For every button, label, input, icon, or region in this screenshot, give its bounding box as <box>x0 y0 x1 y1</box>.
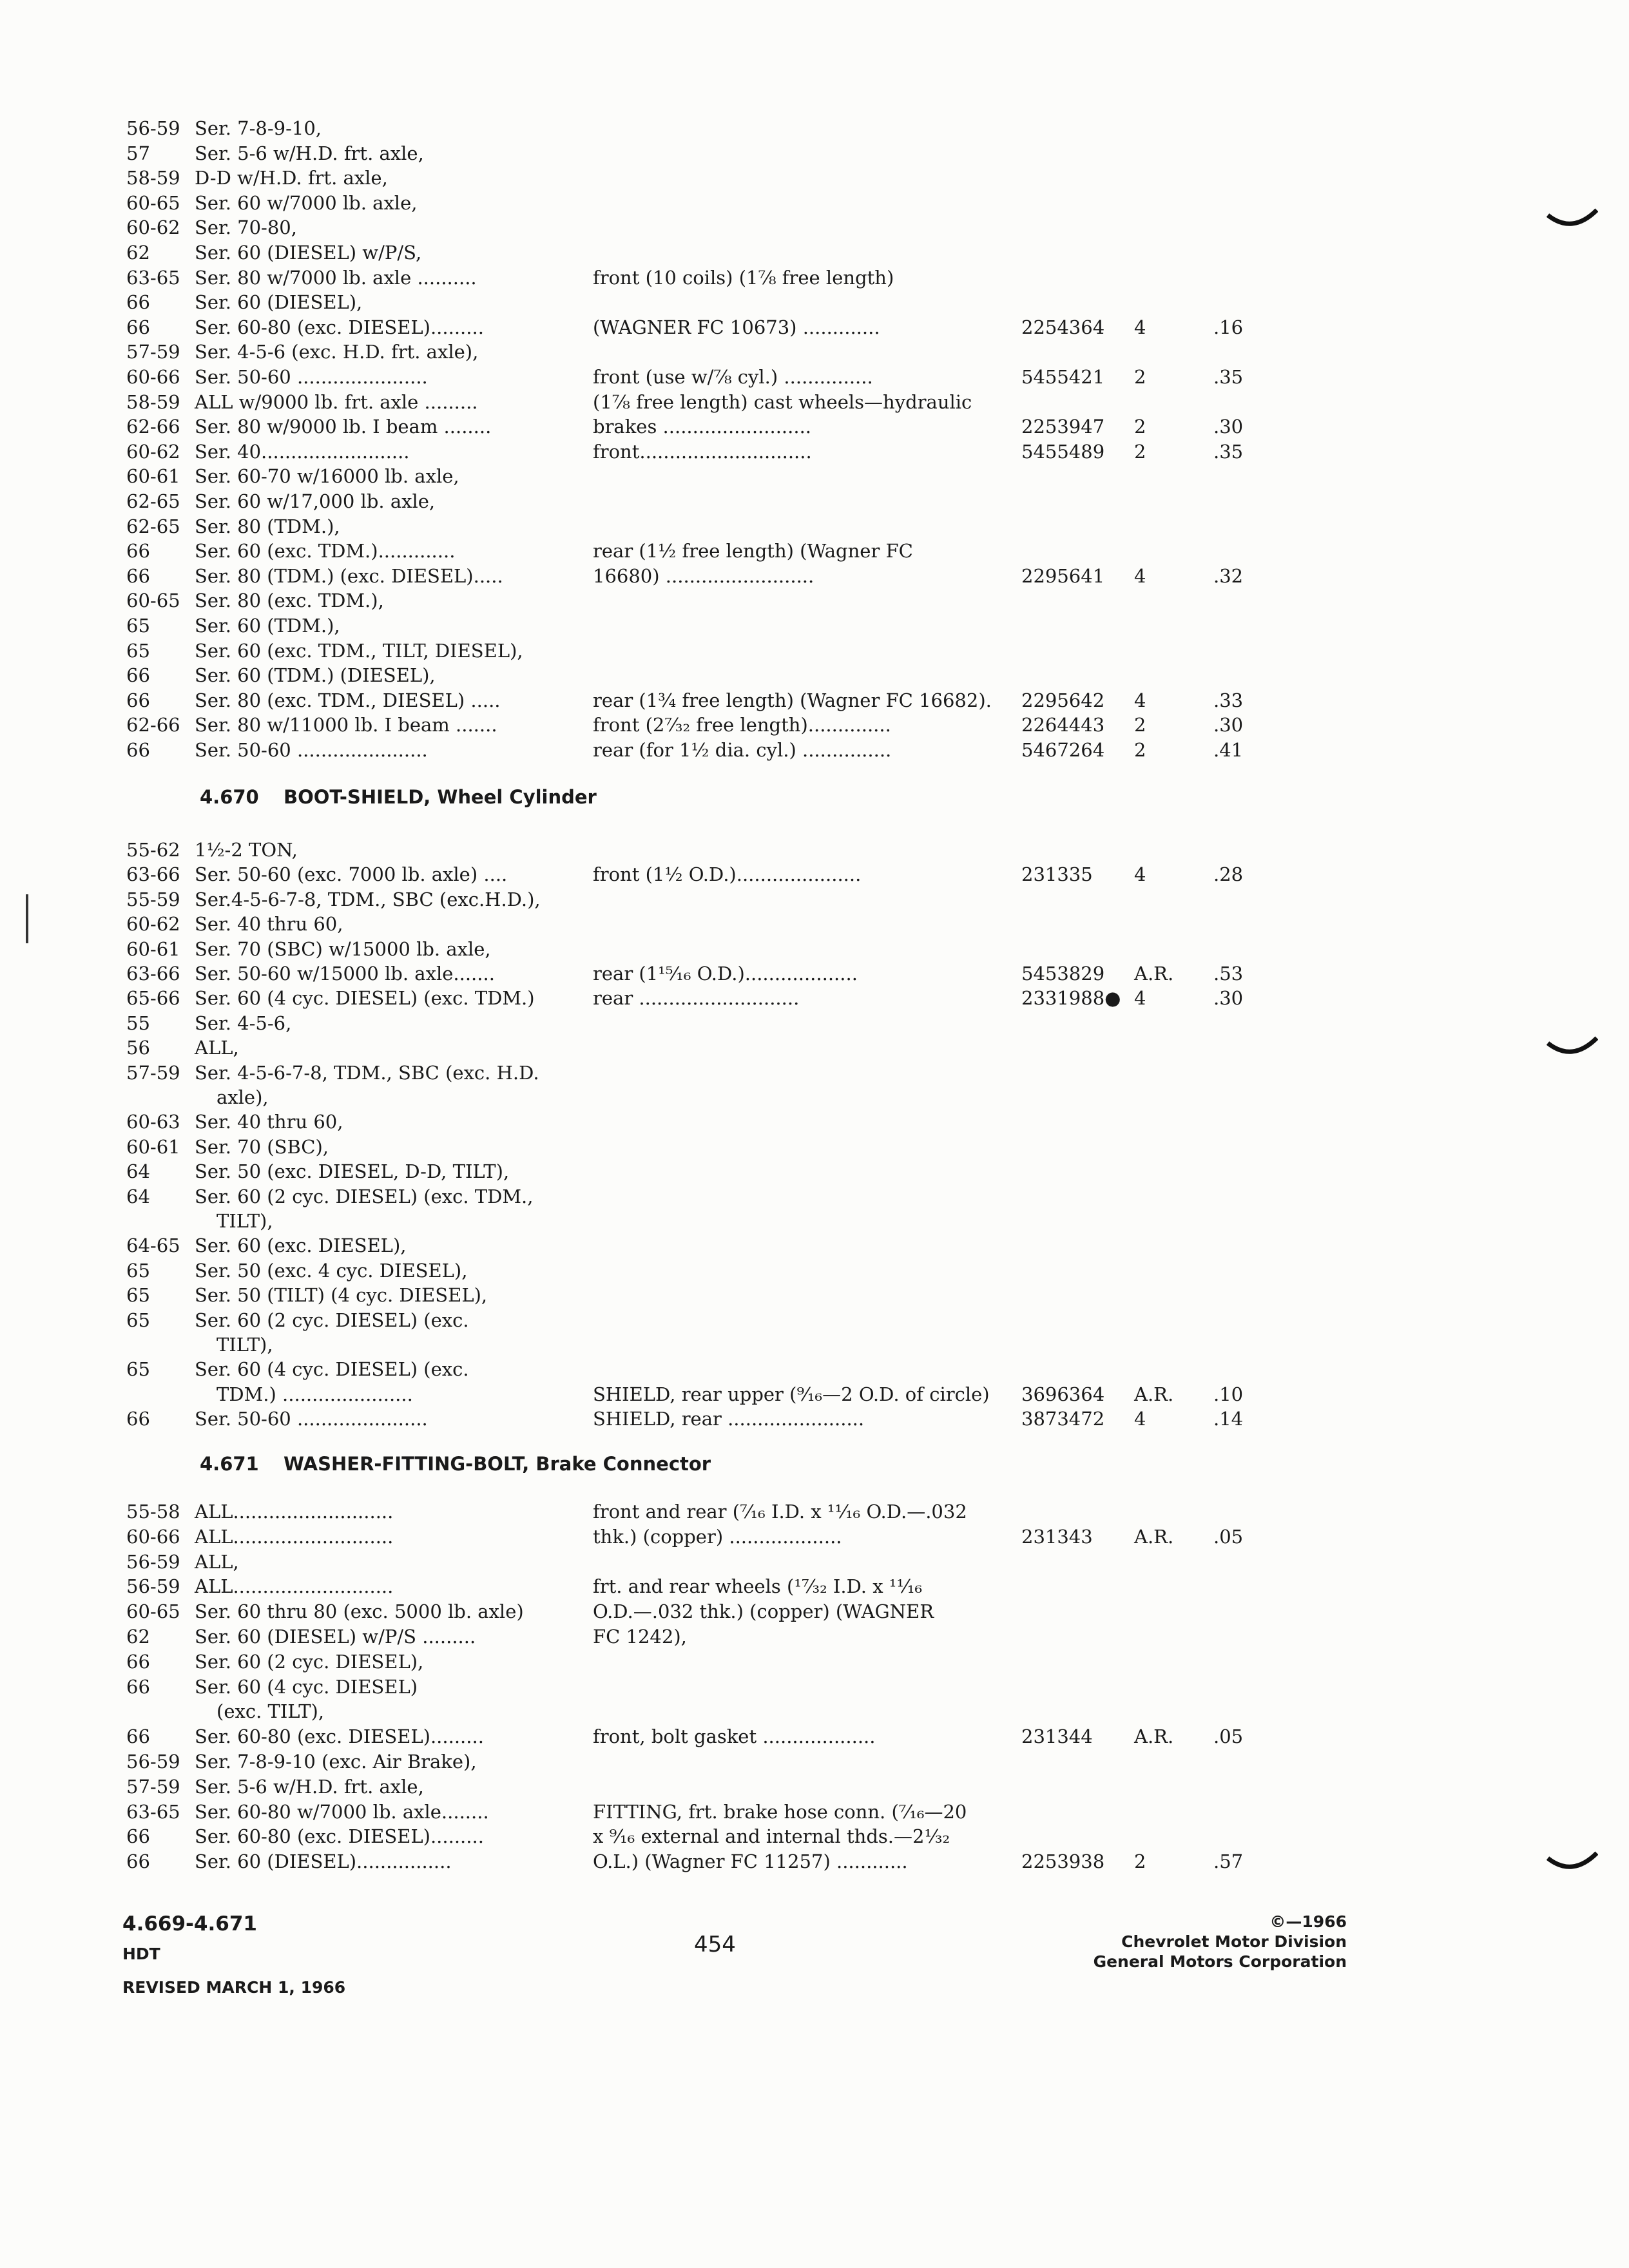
parts-row <box>0 1699 1629 1724</box>
parts-row <box>0 639 1629 663</box>
parts-row <box>0 1308 1629 1332</box>
row-app: Ser. 40 thru 60, <box>195 1111 343 1133</box>
row-desc: front and rear (⁷⁄₁₆ I.D. x ¹¹⁄₁₆ O.D.—.032 <box>593 1501 967 1523</box>
row-desc: rear (1½ free length) (Wagner FC <box>593 540 913 562</box>
parts-row <box>0 340 1629 364</box>
row-pn: 2254364 <box>1021 316 1105 338</box>
parts-row <box>0 1357 1629 1381</box>
row-desc: 16680) ......................... <box>593 564 815 587</box>
parts-row <box>0 439 1629 464</box>
parts-row <box>0 1849 1629 1874</box>
row-app: Ser. 60 (exc. TDM.)............. <box>195 540 456 562</box>
row-pn: 2264443 <box>1021 714 1105 736</box>
parts-row <box>0 265 1629 290</box>
row-yr: 57 <box>126 142 150 164</box>
row-app: Ser. 50-60 ...................... <box>195 1408 428 1430</box>
row-yr: 66 <box>126 739 150 761</box>
section-title: WASHER-FITTING-BOLT, <box>284 1453 530 1475</box>
row-yr: 62 <box>126 1626 150 1648</box>
row-app: Ser. 80 w/9000 lb. I beam ........ <box>195 416 492 438</box>
row-desc: front............................. <box>593 440 812 463</box>
row-app: Ser. 7-8-9-10, <box>195 117 322 139</box>
row-app: Ser. 4-5-6 (exc. H.D. frt. axle), <box>195 341 479 363</box>
row-yr: 62 <box>126 242 150 264</box>
parts-row <box>0 489 1629 514</box>
row-price: .28 <box>1213 863 1244 886</box>
row-app: Ser. 60 (4 cyc. DIESEL) (exc. TDM.) <box>195 987 535 1010</box>
row-yr: 66 <box>126 1850 150 1873</box>
parts-row <box>0 1159 1629 1184</box>
parts-row <box>0 887 1629 912</box>
row-yr: 60-65 <box>126 1600 180 1623</box>
punch-hole-mark <box>1547 1034 1598 1060</box>
row-desc: front (1½ O.D.)..................... <box>593 863 862 886</box>
row-app: ALL, <box>195 1550 239 1573</box>
row-app: Ser. 60 (DIESEL), <box>195 291 363 314</box>
row-app: Ser. 60 (4 cyc. DIESEL) <box>195 1675 418 1698</box>
row-pn: 5467264 <box>1021 739 1105 761</box>
parts-row <box>0 986 1629 1010</box>
row-app: Ser. 60-80 (exc. DIESEL)......... <box>195 1725 484 1748</box>
row-app: Ser. 80 (exc. TDM., DIESEL) ..... <box>195 689 501 711</box>
row-desc: front (10 coils) (1⅞ free length) <box>593 266 894 289</box>
row-desc: rear (for 1½ dia. cyl.) ............... <box>593 739 892 761</box>
row-desc: FITTING, frt. brake hose conn. (⁷⁄₁₆—20 <box>593 1800 967 1823</box>
row-yr: 55-58 <box>126 1501 180 1523</box>
footer-revised-date: REVISED MARCH 1, 1966 <box>122 1978 346 1997</box>
parts-row <box>0 1824 1629 1849</box>
parts-row <box>0 961 1629 986</box>
row-qty: A.R. <box>1134 963 1174 985</box>
row-app: Ser. 60 (exc. TDM., TILT, DIESEL), <box>195 639 523 662</box>
row-yr: 55-59 <box>126 888 180 910</box>
parts-row <box>0 365 1629 389</box>
parts-row <box>0 1382 1629 1407</box>
row-app: ALL........................... <box>195 1501 394 1523</box>
row-pn: 231335 <box>1021 863 1093 886</box>
row-yr: 60-62 <box>126 913 180 936</box>
row-app: ALL........................... <box>195 1525 394 1548</box>
row-app: Ser. 60 (TDM.) (DIESEL), <box>195 664 436 687</box>
parts-row <box>0 1184 1629 1209</box>
row-app: ALL, <box>195 1037 239 1059</box>
row-yr: 65 <box>126 1284 150 1307</box>
parts-row <box>0 1774 1629 1799</box>
row-yr: 63-65 <box>126 1800 180 1823</box>
row-yr: 62-66 <box>126 714 180 736</box>
row-app: Ser. 80 w/7000 lb. axle .......... <box>195 266 477 289</box>
row-price: .32 <box>1213 564 1244 587</box>
row-yr: 66 <box>126 564 150 587</box>
row-qty: A.R. <box>1134 1383 1174 1405</box>
row-app: Ser. 50-60 w/15000 lb. axle....... <box>195 963 495 985</box>
row-app: axle), <box>217 1086 269 1108</box>
footer-corporation: General Motors Corporation <box>1093 1952 1347 1971</box>
row-desc: front (2⁷⁄₃₂ free length).............. <box>593 714 891 736</box>
parts-row <box>0 1085 1629 1110</box>
row-yr: 60-62 <box>126 440 180 463</box>
row-price: .30 <box>1213 987 1244 1010</box>
row-pn: 3873472 <box>1021 1408 1105 1430</box>
row-app: Ser. 70 (SBC) w/15000 lb. axle, <box>195 937 491 960</box>
row-yr: 56-59 <box>126 1751 180 1773</box>
row-app: Ser. 60 (TDM.), <box>195 615 340 637</box>
parts-row <box>0 240 1629 265</box>
row-yr: 60-61 <box>126 937 180 960</box>
parts-row <box>0 1035 1629 1060</box>
parts-row <box>0 390 1629 414</box>
parts-row <box>0 1283 1629 1307</box>
row-yr: 56-59 <box>126 1575 180 1598</box>
row-desc: thk.) (copper) ................... <box>593 1525 842 1548</box>
row-app: Ser. 50 (exc. DIESEL, D-D, TILT), <box>195 1160 510 1183</box>
row-app: Ser. 60-80 (exc. DIESEL)......... <box>195 1825 484 1848</box>
row-desc: O.L.) (Wagner FC 11257) ............ <box>593 1850 908 1873</box>
row-yr: 66 <box>126 1650 150 1673</box>
parts-row <box>0 1407 1629 1431</box>
parts-row <box>0 1800 1629 1824</box>
row-price: .35 <box>1213 440 1244 463</box>
parts-row <box>0 141 1629 166</box>
row-app: Ser. 60 (2 cyc. DIESEL) (exc. <box>195 1309 469 1331</box>
row-price: .14 <box>1213 1408 1244 1430</box>
row-yr: 60-66 <box>126 366 180 388</box>
row-pn: 231343 <box>1021 1525 1093 1548</box>
row-app: Ser. 60-80 w/7000 lb. axle........ <box>195 1800 489 1823</box>
parts-row <box>0 688 1629 713</box>
row-desc: FC 1242), <box>593 1626 687 1648</box>
row-yr: 62-65 <box>126 490 180 512</box>
row-yr: 60-61 <box>126 1135 180 1158</box>
row-app: Ser. 60 (DIESEL)................ <box>195 1850 452 1873</box>
footer-division: Chevrolet Motor Division <box>1121 1932 1347 1951</box>
section-number: 4.670 <box>200 786 259 808</box>
row-yr: 64 <box>126 1160 150 1183</box>
row-desc: SHIELD, rear upper (⁹⁄₁₆—2 O.D. of circle) <box>593 1383 990 1405</box>
parts-row <box>0 1599 1629 1624</box>
row-yr: 56-59 <box>126 1550 180 1573</box>
row-app: D-D w/H.D. frt. axle, <box>195 167 388 189</box>
row-app: Ser. 80 (TDM.) (exc. DIESEL)..... <box>195 564 503 587</box>
row-app: Ser. 60 (2 cyc. DIESEL), <box>195 1650 424 1673</box>
section-subtitle: Wheel Cylinder <box>437 786 597 808</box>
row-qty: 4 <box>1134 1408 1146 1430</box>
row-qty: 2 <box>1134 1850 1146 1873</box>
row-desc: frt. and rear wheels (¹⁷⁄₃₂ I.D. x ¹¹⁄₁₆ <box>593 1575 923 1598</box>
row-app: Ser. 40 thru 60, <box>195 913 343 936</box>
parts-row <box>0 713 1629 737</box>
row-price: .05 <box>1213 1525 1244 1548</box>
section-subtitle: Brake Connector <box>535 1453 711 1475</box>
parts-row <box>0 1110 1629 1134</box>
row-desc: SHIELD, rear ....................... <box>593 1408 865 1430</box>
row-qty: 2 <box>1134 714 1146 736</box>
margin-bar <box>26 894 28 943</box>
row-app: Ser. 60 thru 80 (exc. 5000 lb. axle) <box>195 1600 524 1623</box>
row-price: .57 <box>1213 1850 1244 1873</box>
row-app: ALL........................... <box>195 1575 394 1598</box>
row-app: TDM.) ...................... <box>217 1383 413 1405</box>
row-app: Ser. 70-80, <box>195 216 297 239</box>
row-yr: 60-66 <box>126 1525 180 1548</box>
row-qty: 4 <box>1134 564 1146 587</box>
parts-row <box>0 414 1629 439</box>
row-app: Ser. 60 w/17,000 lb. axle, <box>195 490 436 512</box>
row-qty: A.R. <box>1134 1525 1174 1548</box>
parts-row <box>0 191 1629 215</box>
row-price: .41 <box>1213 739 1244 761</box>
parts-row <box>0 166 1629 190</box>
punch-hole-mark <box>1547 206 1598 232</box>
parts-row <box>0 1258 1629 1283</box>
row-yr: 65 <box>126 639 150 662</box>
parts-row <box>0 1550 1629 1574</box>
row-qty: 4 <box>1134 689 1146 711</box>
row-desc: rear ........................... <box>593 987 800 1010</box>
row-app: Ser. 5-6 w/H.D. frt. axle, <box>195 1775 424 1798</box>
row-app: Ser. 60-70 w/16000 lb. axle, <box>195 465 459 488</box>
footer-model: HDT <box>122 1945 160 1963</box>
parts-row <box>0 937 1629 961</box>
row-desc: x ⁹⁄₁₆ external and internal thds.—2¹⁄₃₂ <box>593 1825 950 1848</box>
row-app: Ser. 60-80 (exc. DIESEL)......... <box>195 316 484 338</box>
row-desc: front, bolt gasket ................... <box>593 1725 876 1748</box>
punch-hole-mark <box>1547 1849 1598 1875</box>
row-desc: brakes ......................... <box>593 416 812 438</box>
parts-row <box>0 1135 1629 1159</box>
row-yr: 57-59 <box>126 341 180 363</box>
row-desc: (1⅞ free length) cast wheels—hydraulic <box>593 390 972 413</box>
row-app: TILT), <box>217 1210 273 1232</box>
parts-row <box>0 1675 1629 1699</box>
row-price: .35 <box>1213 366 1244 388</box>
row-pn: 5455421 <box>1021 366 1105 388</box>
parts-row <box>0 588 1629 613</box>
row-yr: 63-66 <box>126 863 180 886</box>
row-yr: 66 <box>126 1408 150 1430</box>
row-yr: 65 <box>126 615 150 637</box>
parts-row <box>0 290 1629 314</box>
row-app: Ser. 60 (2 cyc. DIESEL) (exc. TDM., <box>195 1185 534 1207</box>
row-qty: 4 <box>1134 987 1146 1010</box>
parts-row <box>0 315 1629 340</box>
row-yr: 62-65 <box>126 515 180 537</box>
parts-row <box>0 464 1629 488</box>
row-app: Ser. 60 (exc. DIESEL), <box>195 1235 407 1257</box>
parts-row <box>0 116 1629 140</box>
row-yr: 63-66 <box>126 963 180 985</box>
row-pn: 5455489 <box>1021 440 1105 463</box>
row-app: Ser. 50 (exc. 4 cyc. DIESEL), <box>195 1259 468 1282</box>
row-yr: 66 <box>126 664 150 687</box>
row-yr: 55-62 <box>126 839 180 861</box>
row-pn: 2253938 <box>1021 1850 1105 1873</box>
row-app: Ser. 50-60 ...................... <box>195 366 428 388</box>
row-yr: 58-59 <box>126 390 180 413</box>
row-price: .16 <box>1213 316 1244 338</box>
row-app: Ser. 80 w/11000 lb. I beam ....... <box>195 714 497 736</box>
parts-row <box>0 514 1629 539</box>
row-app: Ser. 40......................... <box>195 440 410 463</box>
parts-row <box>0 1749 1629 1774</box>
row-yr: 64 <box>126 1185 150 1207</box>
section-number: 4.671 <box>200 1453 259 1475</box>
row-yr: 57-59 <box>126 1061 180 1084</box>
parts-row <box>0 1332 1629 1357</box>
row-app: Ser. 60 (DIESEL) w/P/S ......... <box>195 1626 476 1648</box>
row-app: Ser. 4-5-6-7-8, TDM., SBC (exc. H.D. <box>195 1061 539 1084</box>
row-pn: 231344 <box>1021 1725 1093 1748</box>
row-app: ALL w/9000 lb. frt. axle ......... <box>195 390 478 413</box>
row-qty: 4 <box>1134 316 1146 338</box>
row-yr: 66 <box>126 1675 150 1698</box>
row-pn: 3696364 <box>1021 1383 1105 1405</box>
row-app: Ser. 50-60 (exc. 7000 lb. axle) .... <box>195 863 508 886</box>
row-app: TILT), <box>217 1334 273 1356</box>
row-yr: 60-63 <box>126 1111 180 1133</box>
row-qty: 2 <box>1134 739 1146 761</box>
row-yr: 64-65 <box>126 1235 180 1257</box>
row-price: .30 <box>1213 416 1244 438</box>
row-qty: A.R. <box>1134 1725 1174 1748</box>
parts-row <box>0 1574 1629 1599</box>
row-app: Ser. 60 (DIESEL) w/P/S, <box>195 242 422 264</box>
row-app: Ser. 5-6 w/H.D. frt. axle, <box>195 142 424 164</box>
row-app: Ser. 80 (TDM.), <box>195 515 340 537</box>
row-app: 1½-2 TON, <box>195 839 298 861</box>
row-yr: 62-66 <box>126 416 180 438</box>
parts-row <box>0 738 1629 762</box>
row-yr: 65 <box>126 1259 150 1282</box>
parts-row <box>0 838 1629 862</box>
parts-row <box>0 215 1629 240</box>
row-app: Ser. 60 (4 cyc. DIESEL) (exc. <box>195 1358 469 1381</box>
parts-row <box>0 1011 1629 1035</box>
footer-section-range: 4.669-4.671 <box>122 1912 257 1936</box>
row-app: (exc. TILT), <box>217 1700 325 1723</box>
row-price: .30 <box>1213 714 1244 736</box>
row-app: Ser. 4-5-6, <box>195 1012 292 1034</box>
footer-copyright: ©—1966 <box>1269 1912 1347 1931</box>
row-price: .33 <box>1213 689 1244 711</box>
row-yr: 58-59 <box>126 167 180 189</box>
parts-row <box>0 1233 1629 1258</box>
row-yr: 65 <box>126 1309 150 1331</box>
row-qty: 2 <box>1134 366 1146 388</box>
parts-row <box>0 1524 1629 1549</box>
section-4671-heading <box>200 1452 711 1476</box>
parts-row <box>0 1499 1629 1524</box>
row-yr: 66 <box>126 689 150 711</box>
row-yr: 66 <box>126 1825 150 1848</box>
row-yr: 55 <box>126 1012 150 1034</box>
row-pn: 2295641 <box>1021 564 1105 587</box>
row-pn: 2253947 <box>1021 416 1105 438</box>
section-4670-heading <box>200 785 597 809</box>
row-yr: 66 <box>126 291 150 314</box>
row-desc: front (use w/⅞ cyl.) ............... <box>593 366 873 388</box>
row-yr: 57-59 <box>126 1775 180 1798</box>
row-app: Ser. 50 (TILT) (4 cyc. DIESEL), <box>195 1284 488 1307</box>
row-app: Ser. 50-60 ...................... <box>195 739 428 761</box>
parts-row <box>0 564 1629 588</box>
row-yr: 60-65 <box>126 191 180 214</box>
parts-row <box>0 862 1629 887</box>
row-desc: rear (1¾ free length) (Wagner FC 16682). <box>593 689 992 711</box>
row-qty: 2 <box>1134 440 1146 463</box>
row-price: .10 <box>1213 1383 1244 1405</box>
row-app: Ser. 80 (exc. TDM.), <box>195 590 384 612</box>
page-number: 454 <box>694 1932 736 1957</box>
parts-row <box>0 1724 1629 1749</box>
row-app: Ser. 7-8-9-10 (exc. Air Brake), <box>195 1751 477 1773</box>
row-app: Ser. 60 w/7000 lb. axle, <box>195 191 418 214</box>
row-yr: 65-66 <box>126 987 180 1010</box>
row-yr: 66 <box>126 316 150 338</box>
parts-row <box>0 663 1629 687</box>
section-title: BOOT-SHIELD, <box>284 786 431 808</box>
row-yr: 65 <box>126 1358 150 1381</box>
row-yr: 56 <box>126 1037 150 1059</box>
row-price: .53 <box>1213 963 1244 985</box>
row-qty: 4 <box>1134 863 1146 886</box>
row-price: .05 <box>1213 1725 1244 1748</box>
parts-row <box>0 539 1629 563</box>
row-yr: 60-61 <box>126 465 180 488</box>
row-yr: 66 <box>126 540 150 562</box>
row-pn: 2295642 <box>1021 689 1105 711</box>
parts-row <box>0 1649 1629 1674</box>
row-desc: rear (1¹⁵⁄₁₆ O.D.)................... <box>593 963 858 985</box>
row-app: Ser. 70 (SBC), <box>195 1135 329 1158</box>
row-yr: 56-59 <box>126 117 180 139</box>
row-desc: (WAGNER FC 10673) ............. <box>593 316 880 338</box>
row-app: Ser.4-5-6-7-8, TDM., SBC (exc.H.D.), <box>195 888 541 910</box>
parts-row <box>0 912 1629 936</box>
row-yr: 60-62 <box>126 216 180 239</box>
parts-row <box>0 1624 1629 1649</box>
parts-row <box>0 1209 1629 1233</box>
row-pn: 5453829 <box>1021 963 1105 985</box>
row-yr: 60-65 <box>126 590 180 612</box>
parts-row <box>0 1061 1629 1085</box>
row-pn: 2331988● <box>1021 987 1121 1010</box>
parts-row <box>0 613 1629 638</box>
row-qty: 2 <box>1134 416 1146 438</box>
row-yr: 66 <box>126 1725 150 1748</box>
row-yr: 63-65 <box>126 266 180 289</box>
row-desc: O.D.—.032 thk.) (copper) (WAGNER <box>593 1600 934 1623</box>
